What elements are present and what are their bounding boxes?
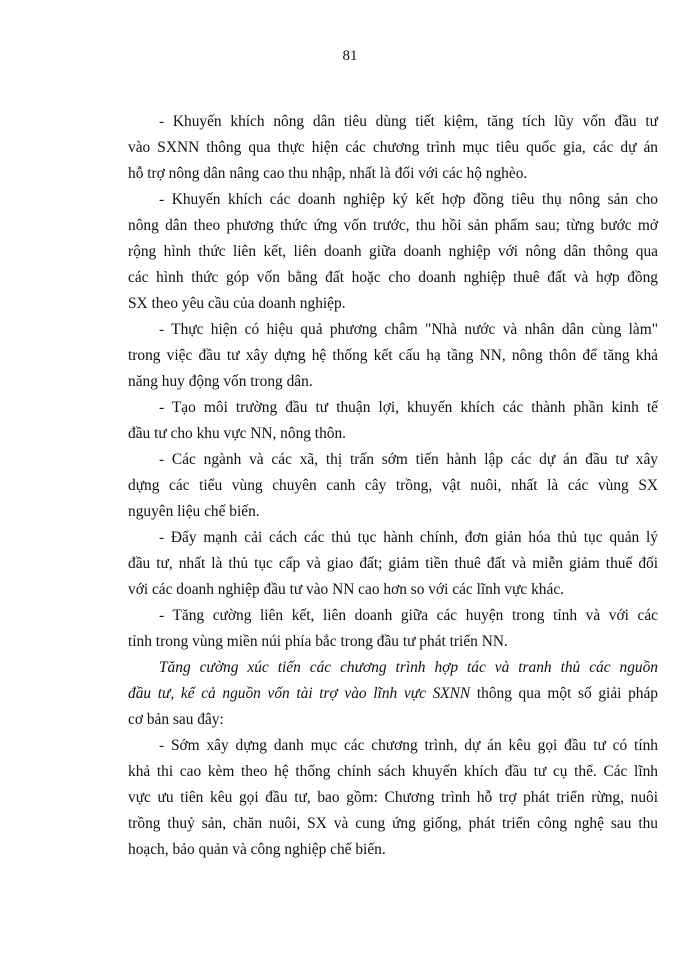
mixed-text-line [128, 681, 658, 707]
text-line: tỉnh trong vùng miền núi phía bắc trong đầu tư phát triển NN. [128, 633, 508, 650]
paragraph-project-portfolio [128, 733, 658, 863]
paragraph-regional-linkage [128, 603, 658, 655]
text-line: cơ bản sau đây: [128, 711, 224, 728]
text-line: rộng hình thức liên kết, liên doanh giữa doanh nghiệp với nông dân thông qua [128, 243, 658, 260]
body-text [128, 109, 658, 863]
text-line: các hình thức góp vốn bằng đất hoặc cho doanh nghiệp thuê đất và hợp đồng [128, 269, 658, 286]
paragraph-specialized-zones [128, 447, 658, 525]
text-line: hoạch, bảo quản và công nghiệp chế biến. [128, 841, 386, 858]
text-line: với các doanh nghiệp đầu tư vào NN cao hơn so với các lĩnh vực khác. [128, 581, 564, 598]
text-line: - Đẩy mạnh cải cách các thủ tục hành chính, đơn giản hóa thủ tục quản lý [159, 529, 658, 546]
text-line: hỗ trợ nông dân nâng cao thu nhập, nhất là đối với các hộ nghèo. [128, 165, 528, 182]
text-line: - Các ngành và các xã, thị trấn sớm tiến hành lập các dự án đầu tư xây [159, 451, 658, 468]
paragraph-enterprise-contracts [128, 187, 658, 317]
text-line: - Khuyến khích các doanh nghiệp ký kết hợp đồng tiêu thụ nông sản cho [159, 191, 658, 208]
text-line: đầu tư, nhất là thủ tục cấp và giao đất; giảm tiền thuê đất và miễn giảm thuế đối [128, 555, 658, 572]
text-line: nông dân theo phương thức ứng vốn trước, thu hồi sản phẩm sau; từng bước mở [128, 217, 658, 234]
italic-text-span: đầu tư, kể cả nguồn vốn tài trợ vào lĩnh vực SXNN [128, 685, 471, 702]
text-line: vào SXNN thông qua thực hiện các chương trình mục tiêu quốc gia, các dự án [128, 139, 658, 156]
text-line: trong việc đầu tư xây dựng hệ thống kết cấu hạ tầng NN, nông thôn để tăng khả [128, 347, 658, 364]
paragraph-savings-incentive [128, 109, 658, 187]
paragraph-state-and-people [128, 317, 658, 395]
text-line: nguyên liệu chế biến. [128, 503, 260, 520]
text-line: dựng các tiểu vùng chuyên canh cây trồng, vật nuôi, nhất là các vùng SX [128, 477, 658, 494]
text-line: khả thi cao kèm theo hệ thống chính sách khuyến khích đầu tư cụ thể. Các lĩnh [128, 763, 658, 780]
paragraph-admin-reform [128, 525, 658, 603]
text-line: trồng thuỷ sản, chăn nuôi, SX và cung ứng giống, phát triển công nghệ sau thu [128, 815, 658, 832]
italic-text-line: Tăng cường xúc tiến các chương trình hợp tác và tranh thủ các nguồn [159, 659, 658, 676]
text-line: - Tạo môi trường đầu tư thuận lợi, khuyến khích các thành phần kinh tế [159, 399, 658, 416]
text-line: năng huy động vốn trong dân. [128, 373, 313, 390]
text-span: thông qua một số giải pháp [470, 685, 658, 702]
text-line: vực ưu tiên kêu gọi đầu tư, bao gồm: Chương trình hỗ trợ phát triển rừng, nuôi [128, 789, 658, 806]
text-line: - Sớm xây dựng danh mục các chương trình, dự án kêu gọi đầu tư có tính [159, 737, 658, 754]
text-line: - Tăng cường liên kết, liên doanh giữa các huyện trong tỉnh và với các [159, 607, 658, 624]
page-number: 81 [342, 48, 358, 64]
text-line: - Khuyến khích nông dân tiêu dùng tiết kiệm, tăng tích lũy vốn đầu tư [159, 113, 658, 130]
paragraph-investment-environment [128, 395, 658, 447]
text-line: SX theo yêu cầu của doanh nghiệp. [128, 295, 346, 312]
text-line: - Thực hiện có hiệu quả phương châm "Nhà nước và nhân dân cùng làm" [159, 321, 658, 338]
text-line: đầu tư cho khu vực NN, nông thôn. [128, 425, 347, 442]
paragraph-investment-promotion [128, 655, 658, 733]
